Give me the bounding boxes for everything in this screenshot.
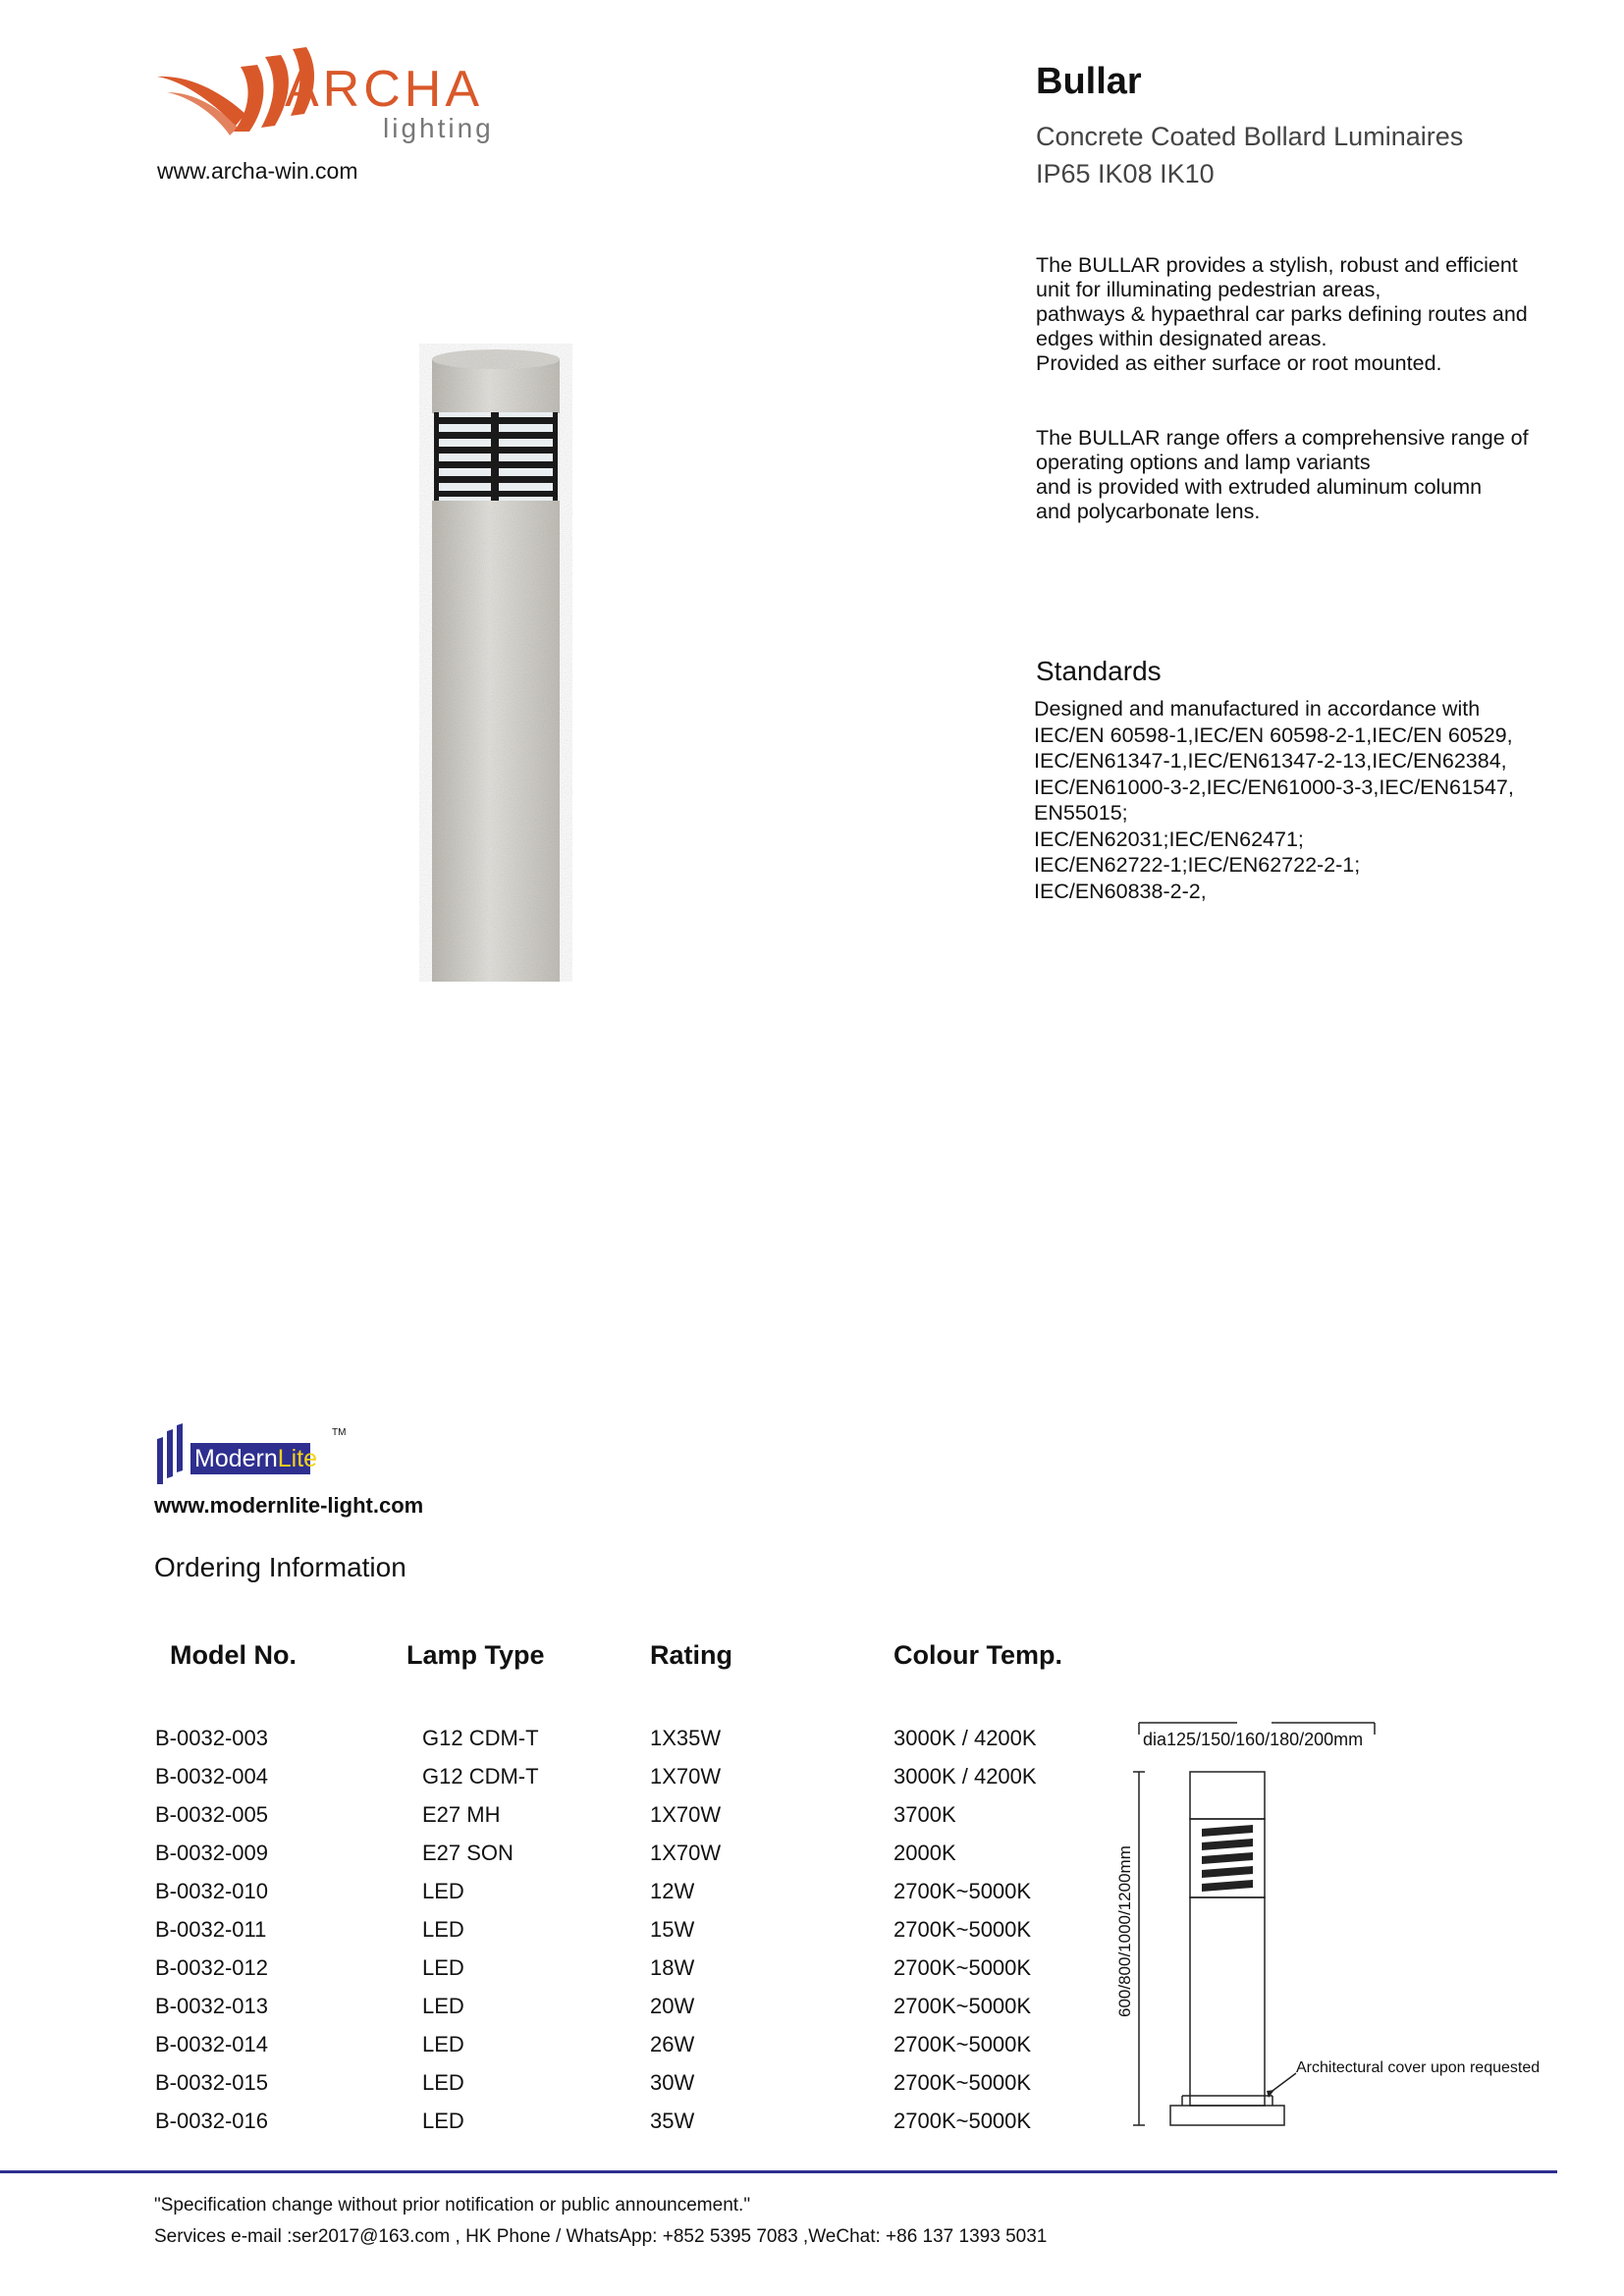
standards-line: Designed and manufactured in accordance with bbox=[1034, 697, 1481, 721]
table-row bbox=[0, 1802, 1119, 1841]
cover-label: Architectural cover upon requested bbox=[1296, 2059, 1541, 2076]
modernlite-wordmark bbox=[194, 1445, 317, 1472]
trademark-mark: TM bbox=[332, 1427, 347, 1438]
cell-rating: 1X70W bbox=[650, 1841, 722, 1865]
cell-rating: 18W bbox=[650, 1955, 695, 1980]
table-row bbox=[0, 1879, 1119, 1917]
cell-model: B-0032-010 bbox=[155, 1879, 268, 1903]
dimension-diagram bbox=[1100, 1713, 1561, 2145]
standards-line: IEC/EN61347-1,IEC/EN61347-2-13,IEC/EN62384, bbox=[1034, 749, 1507, 773]
cell-lamp: E27 MH bbox=[422, 1802, 501, 1827]
cell-model: B-0032-009 bbox=[155, 1841, 268, 1865]
cell-colour: 2700K~5000K bbox=[893, 1917, 1032, 1942]
standards-heading: Standards bbox=[1036, 656, 1162, 686]
description-paragraph-2 bbox=[1036, 426, 1586, 524]
cell-rating: 1X70W bbox=[650, 1764, 722, 1789]
cell-rating: 12W bbox=[650, 1879, 695, 1903]
table-header-colour: Colour Temp. bbox=[893, 1640, 1062, 1670]
cell-lamp: LED bbox=[422, 2070, 464, 2095]
cell-model: B-0032-014 bbox=[155, 2032, 268, 2056]
cell-model: B-0032-011 bbox=[155, 1917, 267, 1942]
cell-rating: 1X70W bbox=[650, 1802, 722, 1827]
cell-colour: 2700K~5000K bbox=[893, 1879, 1032, 1903]
diameter-label: dia125/150/160/180/200mm bbox=[1143, 1730, 1364, 1749]
cell-lamp: LED bbox=[422, 1994, 464, 2018]
cell-colour: 3000K / 4200K bbox=[893, 1764, 1037, 1789]
diagram-louvre-fins bbox=[1202, 1825, 1253, 1892]
modernlite-word-modern: Modern bbox=[194, 1445, 278, 1472]
table-row bbox=[0, 1917, 1119, 1955]
table-row bbox=[0, 1841, 1119, 1879]
cell-rating: 30W bbox=[650, 2070, 695, 2095]
cell-model: B-0032-003 bbox=[155, 1726, 268, 1750]
height-label: 600/800/1000/1200mm bbox=[1115, 1845, 1134, 2017]
standards-line: IEC/EN62031;IEC/EN62471; bbox=[1034, 827, 1304, 851]
cell-model: B-0032-012 bbox=[155, 1955, 268, 1980]
cell-rating: 35W bbox=[650, 2109, 695, 2133]
bollard-louvre bbox=[434, 412, 558, 501]
standards-line: IEC/EN60838-2-2, bbox=[1034, 879, 1207, 903]
archa-url: www.archa-win.com bbox=[157, 158, 358, 184]
description-line: unit for illuminating pedestrian areas, bbox=[1036, 278, 1381, 301]
table-header-model: Model No. bbox=[170, 1640, 297, 1670]
cell-colour: 3000K / 4200K bbox=[893, 1726, 1037, 1750]
footer-divider bbox=[0, 2170, 1557, 2173]
cell-lamp: G12 CDM-T bbox=[422, 1764, 539, 1789]
leader-arrow-icon bbox=[1267, 2090, 1274, 2098]
description-line: and polycarbonate lens. bbox=[1036, 500, 1261, 523]
archa-wordmark: ARCHA bbox=[285, 61, 484, 118]
description-line: pathways & hypaethral car parks defining routes and bbox=[1036, 302, 1528, 326]
modernlite-word-lite: Lite bbox=[277, 1445, 318, 1472]
description-line: The BULLAR range offers a comprehensive range of bbox=[1036, 426, 1529, 450]
table-row bbox=[0, 1764, 1119, 1802]
standards-body bbox=[1034, 696, 1514, 904]
cell-colour: 2700K~5000K bbox=[893, 1994, 1032, 2018]
cell-lamp: LED bbox=[422, 1955, 464, 1980]
standards-line: IEC/EN 60598-1,IEC/EN 60598-2-1,IEC/EN 60529, bbox=[1034, 722, 1513, 747]
description-line: operating options and lamp variants bbox=[1036, 451, 1371, 474]
product-ratings: IP65 IK08 IK10 bbox=[1036, 159, 1215, 188]
footer-contact: Services e-mail :ser2017@163.com , HK Phone / WhatsApp: +852 5395 7083 ,WeChat: +86 137 1393 5031 bbox=[154, 2226, 1048, 2247]
cell-model: B-0032-013 bbox=[155, 1994, 268, 2018]
description-line: and is provided with extruded aluminum column bbox=[1036, 475, 1483, 499]
cell-colour: 2700K~5000K bbox=[893, 2070, 1032, 2095]
modernlite-url: www.modernlite-light.com bbox=[154, 1493, 424, 1518]
cell-lamp: LED bbox=[422, 2032, 464, 2056]
cell-lamp: LED bbox=[422, 2109, 464, 2133]
cell-colour: 2000K bbox=[893, 1841, 956, 1865]
description-paragraph-1 bbox=[1036, 253, 1586, 376]
cell-rating: 1X35W bbox=[650, 1726, 722, 1750]
table-row bbox=[0, 1955, 1119, 1994]
description-line: edges within designated areas. bbox=[1036, 327, 1327, 350]
cell-lamp: LED bbox=[422, 1879, 464, 1903]
product-title: Bullar bbox=[1036, 61, 1142, 102]
description-line: Provided as either surface or root mounted. bbox=[1036, 351, 1442, 375]
cell-colour: 3700K bbox=[893, 1802, 956, 1827]
standards-line: EN55015; bbox=[1034, 801, 1128, 825]
footer-disclaimer: "Specification change without prior notification or public announcement." bbox=[154, 2195, 751, 2216]
cell-model: B-0032-016 bbox=[155, 2109, 268, 2133]
modernlite-logo bbox=[155, 1421, 352, 1486]
cell-colour: 2700K~5000K bbox=[893, 2109, 1032, 2133]
table-row bbox=[0, 1726, 1119, 1764]
cell-model: B-0032-004 bbox=[155, 1764, 268, 1789]
table-header-lamp: Lamp Type bbox=[406, 1640, 545, 1670]
product-photo bbox=[412, 344, 579, 982]
cell-colour: 2700K~5000K bbox=[893, 2032, 1032, 2056]
cell-rating: 15W bbox=[650, 1917, 695, 1942]
table-row bbox=[0, 2109, 1119, 2147]
table-row bbox=[0, 1994, 1119, 2032]
cell-colour: 2700K~5000K bbox=[893, 1955, 1032, 1980]
archa-logo bbox=[147, 37, 520, 155]
archa-sub-wordmark: lighting bbox=[383, 113, 494, 143]
ordering-heading: Ordering Information bbox=[154, 1552, 406, 1582]
table-row bbox=[0, 2070, 1119, 2109]
cell-rating: 20W bbox=[650, 1994, 695, 2018]
cell-model: B-0032-005 bbox=[155, 1802, 268, 1827]
table-row bbox=[0, 2032, 1119, 2070]
standards-line: IEC/EN62722-1;IEC/EN62722-2-1; bbox=[1034, 853, 1361, 877]
cell-lamp: E27 SON bbox=[422, 1841, 514, 1865]
cell-lamp: G12 CDM-T bbox=[422, 1726, 539, 1750]
description-line: The BULLAR provides a stylish, robust and efficient bbox=[1036, 253, 1518, 277]
table-header-rating: Rating bbox=[650, 1640, 732, 1670]
standards-line: IEC/EN61000-3-2,IEC/EN61000-3-3,IEC/EN61547, bbox=[1034, 774, 1514, 799]
cell-lamp: LED bbox=[422, 1917, 464, 1942]
product-subtitle: Concrete Coated Bollard Luminaires bbox=[1036, 122, 1464, 151]
cell-rating: 26W bbox=[650, 2032, 695, 2056]
cell-model: B-0032-015 bbox=[155, 2070, 268, 2095]
